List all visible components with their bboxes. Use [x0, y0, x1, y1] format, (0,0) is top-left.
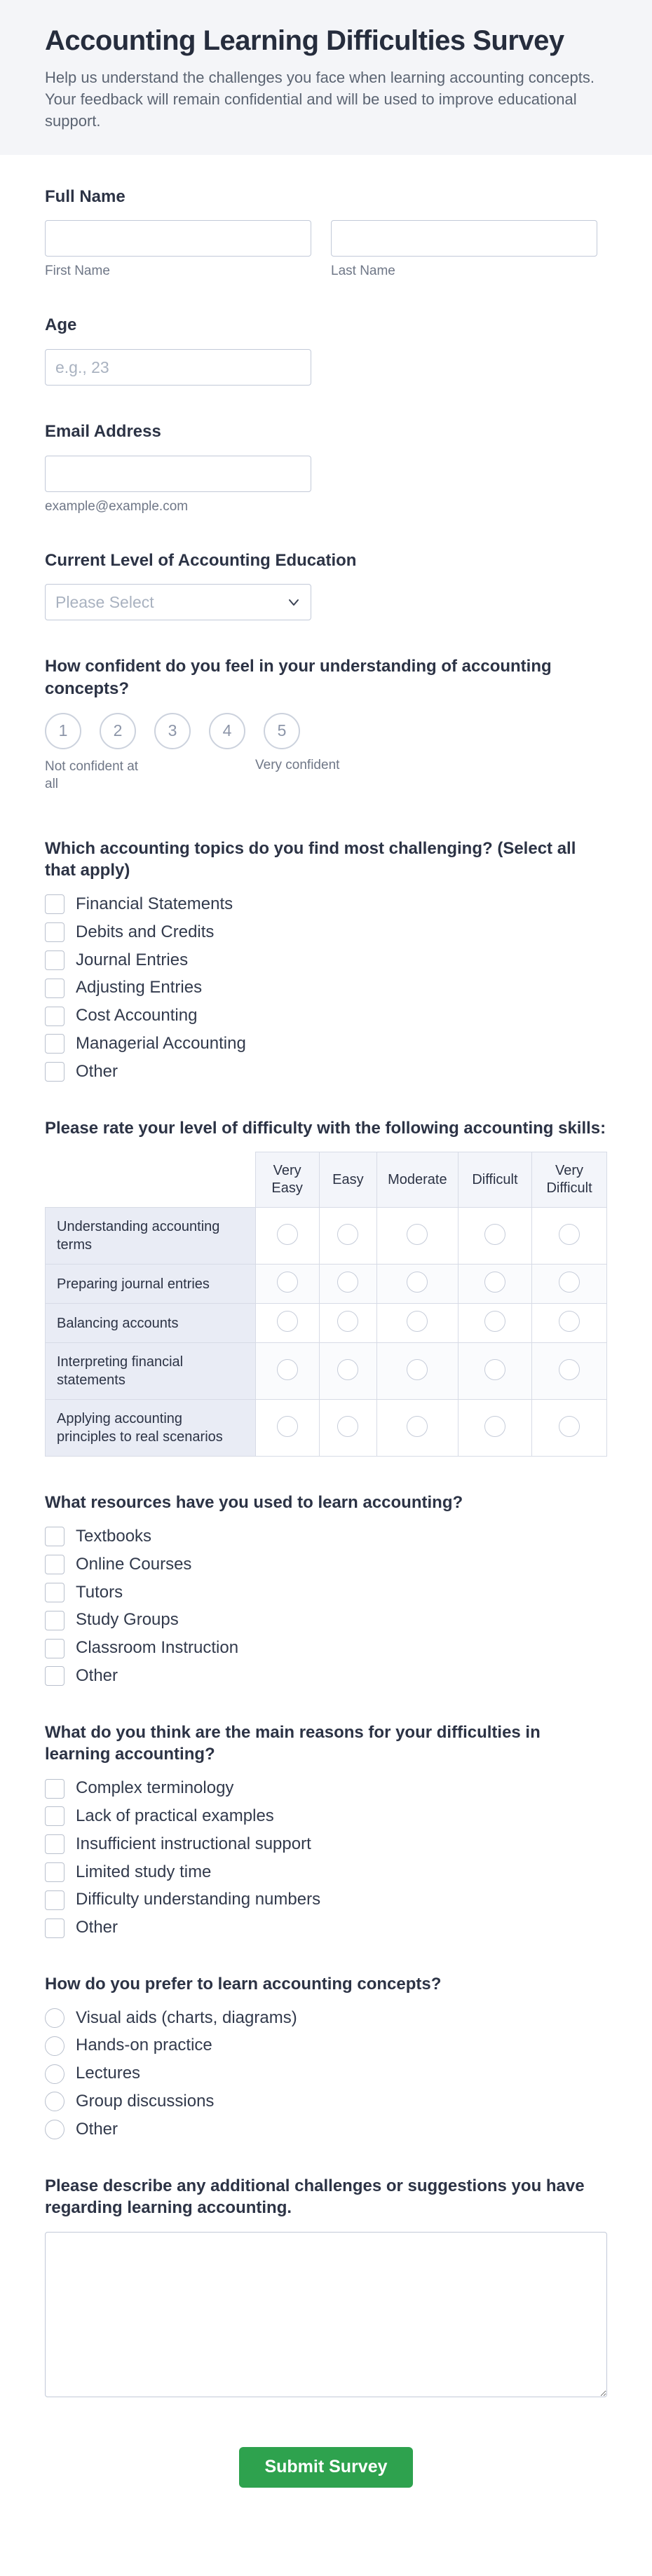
matrix-column-header: Very Easy — [255, 1152, 319, 1208]
checkbox-option[interactable] — [45, 1638, 607, 1658]
radio-icon[interactable] — [559, 1359, 580, 1380]
radio-icon[interactable] — [45, 2064, 64, 2084]
checkbox-icon[interactable] — [45, 1007, 64, 1026]
email-input[interactable] — [45, 456, 311, 492]
matrix-column-header: Difficult — [458, 1152, 531, 1208]
matrix-row — [46, 1304, 607, 1343]
question-email — [45, 421, 607, 514]
matrix-cell — [458, 1208, 531, 1265]
checkbox-option[interactable] — [45, 1610, 607, 1630]
checkbox-option[interactable] — [45, 1583, 607, 1603]
radio-icon[interactable] — [484, 1359, 505, 1380]
checkbox-option-label: Online Courses — [76, 1554, 192, 1574]
radio-option[interactable] — [45, 2064, 607, 2084]
matrix-cell — [532, 1343, 607, 1400]
matrix-cell — [255, 1400, 319, 1457]
matrix-column-header: Easy — [319, 1152, 376, 1208]
radio-icon[interactable] — [277, 1272, 298, 1293]
matrix-cell — [376, 1304, 458, 1343]
matrix-cell — [376, 1265, 458, 1304]
reasons-label: What do you think are the main reasons for your difficulties in learning accounting? — [45, 1722, 541, 1764]
radio-icon[interactable] — [277, 1311, 298, 1332]
checkbox-option-label: Other — [76, 1918, 118, 1937]
matrix-column-header: Moderate — [376, 1152, 458, 1208]
question-education-level — [45, 550, 607, 621]
additional-comments-textarea[interactable] — [45, 2232, 607, 2397]
question-age — [45, 314, 607, 386]
learning-preference-label: How do you prefer to learn accounting concepts? — [45, 1974, 442, 1994]
matrix-cell — [458, 1343, 531, 1400]
confidence-label: How confident do you feel in your understanding of accounting concepts? — [45, 657, 552, 699]
radio-icon[interactable] — [277, 1224, 298, 1245]
scale-option[interactable]: 1 — [45, 713, 81, 749]
checkbox-option[interactable] — [45, 1806, 607, 1827]
checkbox-option[interactable] — [45, 1034, 607, 1054]
checkbox-icon[interactable] — [45, 922, 64, 942]
matrix-cell — [255, 1265, 319, 1304]
radio-icon[interactable] — [337, 1311, 358, 1332]
radio-icon[interactable] — [559, 1311, 580, 1332]
checkbox-option-label: Financial Statements — [76, 894, 233, 914]
matrix-cell — [532, 1265, 607, 1304]
checkbox-option[interactable] — [45, 1555, 607, 1575]
checkbox-option-label: Other — [76, 1665, 118, 1685]
scale-min-label: Not confident at all — [45, 758, 139, 792]
radio-option-label: Visual aids (charts, diagrams) — [76, 2008, 297, 2027]
question-full-name — [45, 186, 607, 280]
matrix-row-label: Balancing accounts — [46, 1304, 256, 1343]
matrix-cell — [458, 1265, 531, 1304]
matrix-body — [46, 1208, 607, 1457]
radio-icon[interactable] — [559, 1416, 580, 1437]
age-label: Age — [45, 315, 77, 335]
additional-comments-label: Please describe any additional challenges or suggestions you have regarding learning accounting. — [45, 2176, 585, 2218]
radio-option-label: Group discussions — [76, 2091, 215, 2111]
matrix-cell — [319, 1304, 376, 1343]
checkbox-option-label: Journal Entries — [76, 950, 189, 969]
radio-icon[interactable] — [337, 1416, 358, 1437]
form-header — [0, 0, 652, 155]
submit-row — [45, 2436, 607, 2548]
question-challenging-topics — [45, 838, 607, 1082]
radio-icon[interactable] — [407, 1311, 428, 1332]
checkbox-option-label: Adjusting Entries — [76, 978, 203, 997]
scale-option[interactable]: 5 — [264, 713, 300, 749]
checkbox-icon[interactable] — [45, 1806, 64, 1826]
checkbox-option[interactable] — [45, 978, 607, 998]
matrix-cell — [376, 1400, 458, 1457]
radio-option[interactable] — [45, 2092, 607, 2112]
checkbox-icon[interactable] — [45, 1062, 64, 1082]
radio-icon[interactable] — [559, 1272, 580, 1293]
radio-icon[interactable] — [484, 1272, 505, 1293]
radio-icon[interactable] — [559, 1224, 580, 1245]
matrix-row-label: Understanding accounting terms — [46, 1208, 256, 1265]
checkbox-option-label: Classroom Instruction — [76, 1638, 239, 1658]
checkbox-option-label: Limited study time — [76, 1862, 212, 1881]
radio-icon[interactable] — [407, 1359, 428, 1380]
checkbox-option[interactable] — [45, 950, 607, 971]
submit-button[interactable]: Submit Survey — [239, 2447, 412, 2488]
checkbox-option-label: Complex terminology — [76, 1778, 234, 1798]
radio-icon[interactable] — [45, 2036, 64, 2056]
matrix-row-label: Interpreting financial statements — [46, 1343, 256, 1400]
matrix-cell — [376, 1208, 458, 1265]
age-input[interactable] — [45, 349, 311, 386]
form-body — [0, 155, 652, 2576]
radio-icon[interactable] — [45, 2092, 64, 2111]
checkbox-icon[interactable] — [45, 950, 64, 970]
checkbox-option[interactable] — [45, 1062, 607, 1082]
resources-label: What resources have you used to learn accounting? — [45, 1493, 463, 1513]
matrix-header-row — [46, 1152, 607, 1208]
checkbox-option-label: Managerial Accounting — [76, 1034, 246, 1054]
checkbox-option-label: Study Groups — [76, 1610, 179, 1630]
checkbox-option[interactable] — [45, 894, 607, 915]
checkbox-option-label: Other — [76, 1061, 118, 1081]
radio-option[interactable] — [45, 2008, 607, 2029]
radio-icon[interactable] — [407, 1416, 428, 1437]
last-name-input[interactable] — [331, 220, 597, 257]
radio-icon[interactable] — [337, 1359, 358, 1380]
full-name-label: Full Name — [45, 186, 125, 206]
matrix-cell — [532, 1208, 607, 1265]
scale-option[interactable]: 2 — [100, 713, 136, 749]
question-resources — [45, 1492, 607, 1686]
question-additional-comments — [45, 2175, 607, 2401]
checkbox-option-label: Cost Accounting — [76, 1006, 198, 1025]
checkbox-icon[interactable] — [45, 1779, 64, 1799]
checkbox-option[interactable] — [45, 1834, 607, 1855]
radio-icon[interactable] — [277, 1359, 298, 1380]
last-name-sublabel: Last Name — [331, 264, 395, 279]
topics-label: Which accounting topics do you find most challenging? (Select all that apply) — [45, 838, 576, 880]
matrix-row — [46, 1400, 607, 1457]
education-label: Current Level of Accounting Education — [45, 550, 357, 570]
checkbox-option[interactable] — [45, 922, 607, 943]
scale-option[interactable]: 3 — [154, 713, 191, 749]
matrix-cell — [319, 1400, 376, 1457]
checkbox-option-label: Textbooks — [76, 1527, 152, 1546]
radio-icon[interactable] — [407, 1224, 428, 1245]
checkbox-icon[interactable] — [45, 1890, 64, 1910]
radio-option[interactable] — [45, 2036, 607, 2056]
checkbox-icon[interactable] — [45, 1034, 64, 1054]
matrix-row — [46, 1265, 607, 1304]
matrix-cell — [319, 1343, 376, 1400]
form-title: Accounting Learning Difficulties Survey — [45, 25, 564, 56]
checkbox-icon[interactable] — [45, 1639, 64, 1658]
difficulty-matrix-label: Please rate your level of difficulty with the following accounting skills: — [45, 1118, 606, 1138]
checkbox-option[interactable] — [45, 1890, 607, 1910]
radio-icon[interactable] — [45, 2120, 64, 2139]
radio-option-label: Lectures — [76, 2064, 141, 2083]
difficulty-matrix — [45, 1152, 607, 1457]
checkbox-icon[interactable] — [45, 1834, 64, 1854]
checkbox-option-label: Difficulty understanding numbers — [76, 1890, 321, 1909]
checkbox-icon[interactable] — [45, 1583, 64, 1602]
question-difficulty-matrix — [45, 1117, 607, 1457]
matrix-cell — [255, 1208, 319, 1265]
radio-option-label: Other — [76, 2119, 118, 2139]
radio-icon[interactable] — [337, 1272, 358, 1293]
education-select[interactable] — [45, 584, 311, 620]
matrix-row — [46, 1208, 607, 1265]
checkbox-icon[interactable] — [45, 1666, 64, 1686]
radio-option[interactable] — [45, 2120, 607, 2140]
first-name-input[interactable] — [45, 220, 311, 257]
checkbox-option-label: Insufficient instructional support — [76, 1834, 311, 1853]
question-difficulty-reasons — [45, 1722, 607, 1938]
matrix-cell — [376, 1343, 458, 1400]
matrix-cell — [319, 1208, 376, 1265]
matrix-cell — [532, 1304, 607, 1343]
confidence-scale — [45, 713, 607, 749]
question-learning-preference — [45, 1973, 607, 2140]
matrix-cell — [319, 1265, 376, 1304]
checkbox-option-label: Tutors — [76, 1582, 123, 1602]
email-label: Email Address — [45, 422, 161, 442]
checkbox-option[interactable] — [45, 1006, 607, 1026]
radio-option-label: Hands-on practice — [76, 2036, 212, 2055]
first-name-sublabel: First Name — [45, 264, 110, 279]
checkbox-option[interactable] — [45, 1527, 607, 1547]
radio-icon[interactable] — [45, 2008, 64, 2028]
matrix-row-label: Preparing journal entries — [46, 1265, 256, 1304]
matrix-corner-cell — [46, 1152, 256, 1208]
radio-icon[interactable] — [277, 1416, 298, 1437]
matrix-row-label: Applying accounting principles to real scenarios — [46, 1400, 256, 1457]
matrix-column-header: Very Difficult — [532, 1152, 607, 1208]
checkbox-icon[interactable] — [45, 1862, 64, 1882]
matrix-cell — [532, 1400, 607, 1457]
checkbox-icon[interactable] — [45, 979, 64, 998]
scale-option[interactable]: 4 — [209, 713, 245, 749]
checkbox-icon[interactable] — [45, 1555, 64, 1574]
checkbox-option[interactable] — [45, 1862, 607, 1883]
checkbox-option[interactable] — [45, 1918, 607, 1938]
checkbox-option[interactable] — [45, 1666, 607, 1686]
matrix-cell — [458, 1304, 531, 1343]
checkbox-option[interactable] — [45, 1778, 607, 1799]
scale-max-label: Very confident — [255, 757, 340, 772]
matrix-cell — [255, 1343, 319, 1400]
radio-icon[interactable] — [484, 1416, 505, 1437]
education-select-value: Please Select — [55, 592, 154, 611]
checkbox-icon[interactable] — [45, 1527, 64, 1546]
radio-icon[interactable] — [407, 1272, 428, 1293]
radio-icon[interactable] — [484, 1224, 505, 1245]
form-subtitle: Help us understand the challenges you face when learning accounting concepts. Your feedback will remain confidential and will be used to improve educational support. — [45, 69, 595, 130]
radio-icon[interactable] — [484, 1311, 505, 1332]
matrix-cell — [255, 1304, 319, 1343]
matrix-cell — [458, 1400, 531, 1457]
matrix-row — [46, 1343, 607, 1400]
checkbox-icon[interactable] — [45, 894, 64, 914]
question-confidence-scale — [45, 655, 607, 802]
checkbox-icon[interactable] — [45, 1919, 64, 1938]
checkbox-option-label: Debits and Credits — [76, 922, 215, 941]
radio-icon[interactable] — [337, 1224, 358, 1245]
checkbox-option-label: Lack of practical examples — [76, 1806, 274, 1825]
checkbox-icon[interactable] — [45, 1611, 64, 1630]
email-sublabel: example@example.com — [45, 498, 189, 514]
